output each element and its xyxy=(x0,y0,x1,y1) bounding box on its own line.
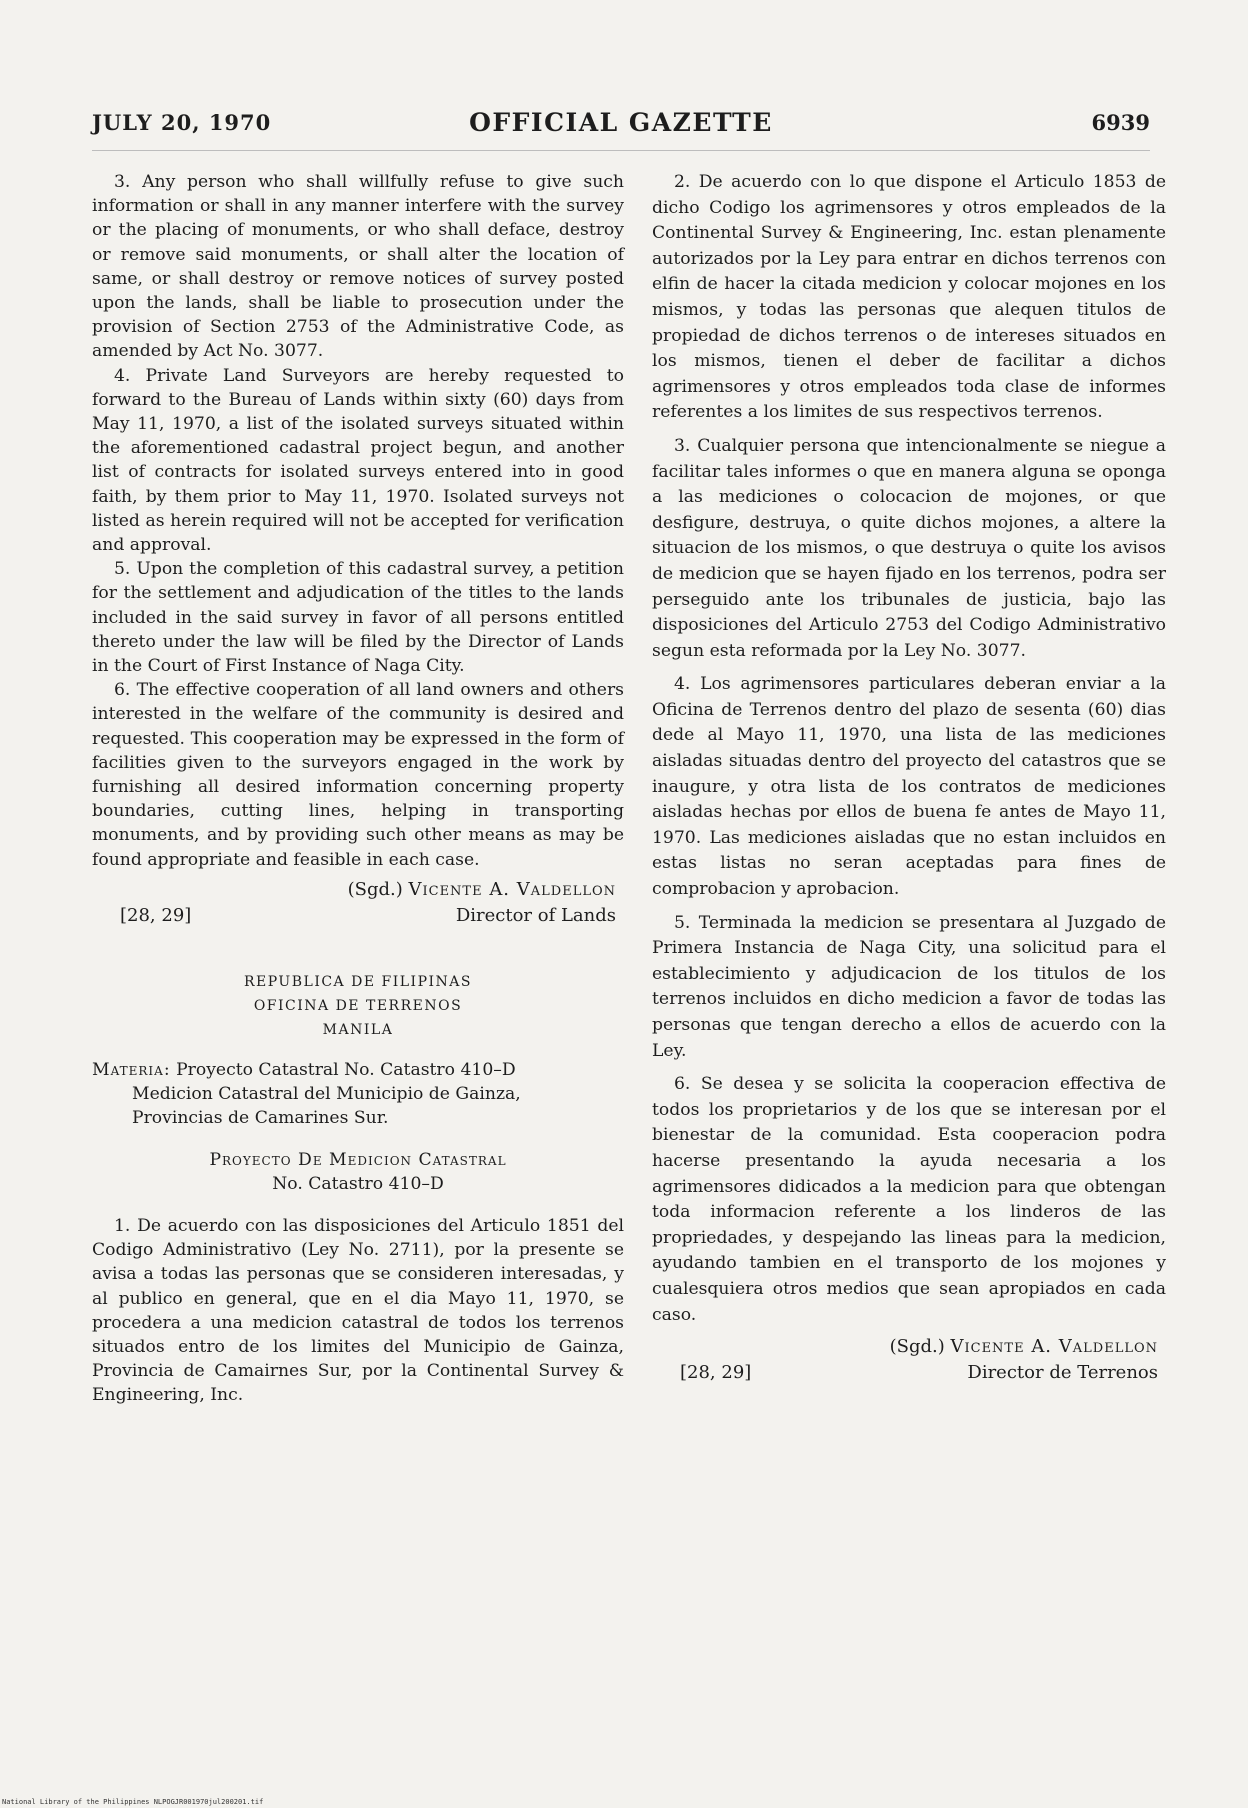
reference-number: [28, 29] xyxy=(680,1362,752,1384)
issue-date: JULY 20, 1970 xyxy=(92,110,272,135)
publication-title: OFFICIAL GAZETTE xyxy=(469,108,773,137)
signatory-position: Director of Lands xyxy=(455,904,616,926)
project-title: Proyecto De Medicion Catastral xyxy=(209,1149,507,1170)
spanish-notice-heading xyxy=(92,970,624,1042)
paragraph-es-6: 6. Se desea y se solicita la cooperacion effectiva de todos los proprietarios y de los que se interesan por el bienestar de la comunidad. Esta cooperacion podra hacerse presentando la ayuda necesaria a los agrimensores didicados a la medicion para que obtengan toda informacion referente a los linderos de las propriedades, y despejando las lineas para la medicion, ayudando tambien en el transporto de los mojones y cualesquiera otros medios que sean apropiados en cada caso. xyxy=(652,1074,1166,1325)
subject-block xyxy=(92,1058,624,1130)
subject-line-3: Provincias de Camarines Sur. xyxy=(132,1107,389,1128)
signatory-name: Vicente A. Valdellon xyxy=(950,1336,1158,1358)
paragraph-en-6: 6. The effective cooperation of all land owners and others interested in the welfare of the community is desired and requested. This cooperation may be expressed in the form of facilities given to the surveyors engaged in the work by furnishing all desired information concerning property boundaries, cutting lines, helping in transporting monuments, and by providing such other means as may be found appropriate and feasible in each case. xyxy=(92,680,624,870)
signatory-name: Vicente A. Valdellon xyxy=(408,878,616,900)
paragraph-es-4: 4. Los agrimensores particulares deberan enviar a la Oficina de Terrenos dentro del plazo de sesenta (60) dias dede al Mayo 11, 1970, una lista de las mediciones aisladas situadas dentro del proyecto del catastros que se inaugure, y otra lista de los contratos de mediciones aisladas hechas por ellos de buena fe antes de Mayo 11, 1970. Las mediciones aisladas que no estan incluidos en estas listas no seran aceptadas para fines de comprobacion y aprobacion. xyxy=(652,674,1166,900)
right-column xyxy=(652,170,1166,1386)
sgd-label: (Sgd.) xyxy=(347,878,403,900)
paragraph-es-1: 1. De acuerdo con las disposiciones del Articulo 1851 del Codigo Administrativo (Ley No. 2711), por la presente se avisa a todas las personas que se consideren interesadas, y al publico en general, que en el dia Mayo 11, 1970, se procedera a una medicion catastral de todos los terrenos situados entro de los limites del Municipio de Gainza, Provincia de Camairnes Sur, por la Continental Survey & Engineering, Inc. xyxy=(92,1215,624,1406)
page-number: 6939 xyxy=(1091,110,1150,135)
paragraph-en-5: 5. Upon the completion of this cadastral survey, a petition for the settlement and adjudication of the titles to the lands included in the said survey in favor of all persons entitled thereto under the law will be filed by the Director of Lands in the Court of First Instance of Naga City. xyxy=(92,559,624,677)
signature-block-es xyxy=(652,1334,1166,1386)
sgd-label: (Sgd.) xyxy=(889,1336,945,1358)
paragraph-es-2: 2. De acuerdo con lo que dispone el Articulo 1853 de dicho Codigo los agrimensores y otros empleados de la Continental Survey & Engineering, Inc. estan plenamente autorizados por la Ley para entrar en dichos terrenos con elfin de hacer la citada medicion y colocar mojones en los mismos, y todas las personas que alequen titulos de propiedad de dichos terrenos o de intereses situados en los mismos, tienen el deber de facilitar a dichos agrimensores y otros empleados toda clase de informes referentes a los limites de sus respectivos terrenos. xyxy=(652,172,1166,423)
subject-line-1: Proyecto Catastral No. Catastro 410–D xyxy=(176,1059,516,1080)
signatory-position: Director de Terrenos xyxy=(967,1362,1158,1384)
heading-city: MANILA xyxy=(322,1021,394,1038)
reference-number: [28, 29] xyxy=(120,904,192,926)
paragraph-es-3: 3. Cualquier persona que intencionalmente se niegue a facilitar tales informes o que en manera alguna se oponga a las mediciones o colocacion de mojones, or que desfigure, destruya, o quite dichos mojones, a altere la situacion de los mismos, o que destruya o quite los avisos de medicion que se hayen fijado en los terrenos, podra ser perseguido ante los tribunales de justicia, bajo las disposiciones del Articulo 2753 del Codigo Administrativo segun esta reformada por la Ley No. 3077. xyxy=(652,435,1166,661)
page-header xyxy=(92,108,1150,148)
subject-label: Materia: xyxy=(92,1059,171,1080)
project-title-block xyxy=(92,1148,624,1196)
project-number: No. Catastro 410–D xyxy=(272,1173,444,1194)
header-rule xyxy=(92,150,1150,151)
heading-office: OFICINA DE TERRENOS xyxy=(253,997,463,1014)
paragraph-en-3: 3. Any person who shall willfully refuse to give such information or shall in any manner interfere with the survey or the placing of monuments, or who shall deface, destroy or remove said monuments, or shall alter the location of same, or shall destroy or remove notices of survey posted upon the lands, shall be liable to prosecution under the provision of Section 2753 of the Administrative Code, as amended by Act No. 3077. xyxy=(92,172,624,362)
subject-line-2: Medicion Catastral del Municipio de Gainza, xyxy=(132,1083,521,1104)
heading-republic: REPUBLICA DE FILIPINAS xyxy=(244,973,472,990)
scan-footer: National Library of the Philippines NLPOGJR001970jul200201.tif xyxy=(2,1798,264,1806)
paragraph-es-5: 5. Terminada la medicion se presentara al Juzgado de Primera Instancia de Naga City, una solicitud para el establecimiento y adjudicacion de los titulos de los terrenos incluidos en dicho medicion a favor de todas las personas que tengan derecho a ellos de acuerdo con la Ley. xyxy=(652,912,1166,1061)
signature-block-en xyxy=(92,878,624,930)
paragraph-en-4: 4. Private Land Surveyors are hereby requested to forward to the Bureau of Lands within sixty (60) days from May 11, 1970, a list of the isolated surveys situated within the aforementioned cadastral project begun, and another list of contracts for isolated surveys entered into in good faith, by them prior to May 11, 1970. Isolated surveys not listed as herein required will not be accepted for verification and approval. xyxy=(92,365,624,556)
left-column xyxy=(92,170,624,1408)
